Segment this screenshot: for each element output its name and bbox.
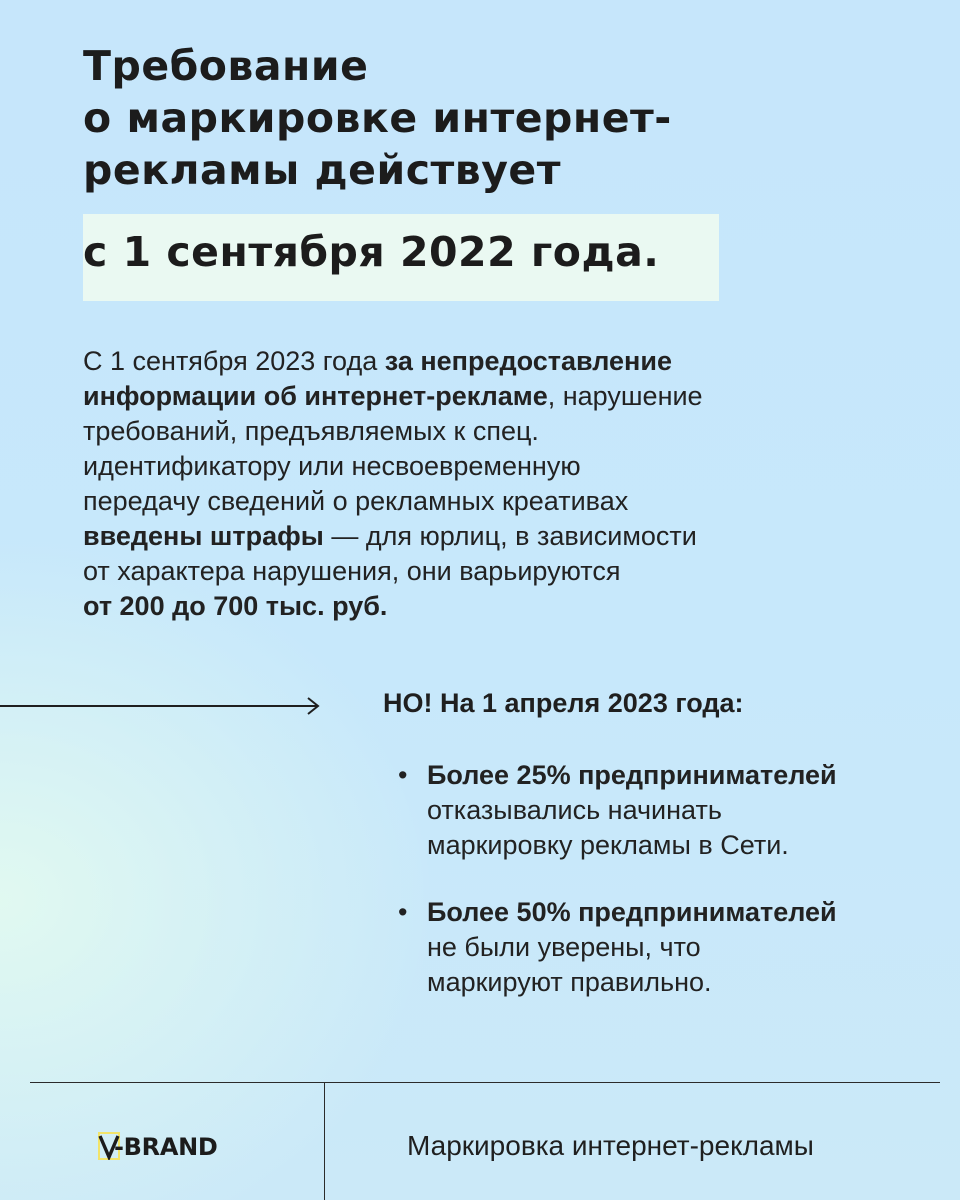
paragraph-text: С 1 сентября 2023 года xyxy=(83,346,385,376)
heading-line-3: рекламы действует xyxy=(83,146,561,194)
arrow-right-icon xyxy=(0,694,322,718)
footer-title: Маркировка интернет-рекламы xyxy=(407,1130,814,1161)
bullet-dot-icon: • xyxy=(398,760,408,790)
list-item-bold: Более 25% предпринимателей xyxy=(427,760,837,790)
paragraph-line xyxy=(83,589,843,624)
paragraph-text: , нарушение xyxy=(547,381,703,411)
paragraph-bold-text: информации об интернет-рекламе xyxy=(83,381,548,411)
list-item-line: отказывались начинать xyxy=(427,795,722,825)
list-item-text xyxy=(427,895,837,1000)
paragraph-line xyxy=(83,379,843,414)
fines-paragraph xyxy=(83,344,843,624)
list-item-text xyxy=(427,758,837,863)
paragraph-line xyxy=(83,344,843,379)
list-item-line: маркируют правильно. xyxy=(427,967,712,997)
footer-divider xyxy=(30,1082,940,1083)
paragraph-bold-text: введены штрафы xyxy=(83,521,324,551)
heading-line-1: Требование xyxy=(83,42,369,90)
paragraph-text: — для юрлиц, в зависимости xyxy=(323,521,697,551)
footer-vertical-divider xyxy=(324,1082,325,1200)
list-item-line: маркировку рекламы в Сети. xyxy=(427,830,789,860)
paragraph-line: передачу сведений о рекламных креативах xyxy=(83,486,629,516)
date-highlight-text: с 1 сентября 2022 года. xyxy=(83,228,660,276)
heading-line-2: о маркировке интернет- xyxy=(83,94,672,142)
page-heading xyxy=(83,40,672,196)
paragraph-line xyxy=(83,519,843,554)
callout-title: НО! На 1 апреля 2023 года: xyxy=(383,688,744,718)
paragraph-line: требований, предъявляемых к спец. xyxy=(83,416,539,446)
date-highlight xyxy=(83,214,719,301)
paragraph-bold-text: за непредоставление xyxy=(384,346,672,376)
paragraph-line: от характера нарушения, они варьируются xyxy=(83,556,621,586)
paragraph-line: идентификатору или несвоевременную xyxy=(83,451,581,481)
list-item-line: не были уверены, что xyxy=(427,932,701,962)
paragraph-bold-text: от 200 до 700 тыс. руб. xyxy=(83,591,388,621)
list-item-bold: Более 50% предпринимателей xyxy=(427,897,837,927)
bullet-dot-icon: • xyxy=(398,897,408,927)
logo-text: -BRAND xyxy=(114,1133,218,1161)
